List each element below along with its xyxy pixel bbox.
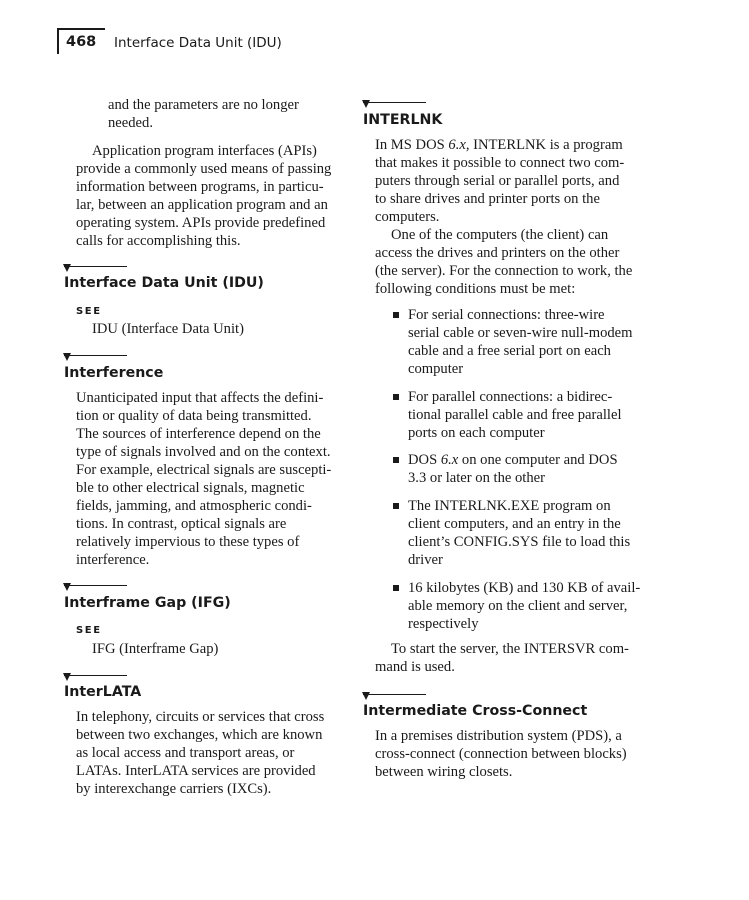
text-span: INTERLNK is a program (469, 137, 623, 153)
text-line: To start the server, the INTERSVR com- (391, 641, 629, 657)
entry-heading: InterLATA (64, 684, 142, 700)
see-label: SEE (76, 625, 102, 636)
triangle-marker-icon (362, 100, 370, 108)
text-line: computers. (375, 209, 440, 225)
triangle-marker-icon (63, 673, 71, 681)
triangle-marker-icon (362, 692, 370, 700)
bullet-line: computer (408, 361, 464, 377)
bullet-square-icon (393, 585, 399, 591)
bullet-square-icon (393, 457, 399, 463)
text-line: information between programs, in particu- (76, 179, 324, 195)
bullet-line: client’s CONFIG.SYS file to load this (408, 534, 631, 550)
text-line: ble to other electrical signals, magnetic (76, 480, 305, 496)
bullet-line: respectively (408, 616, 479, 632)
triangle-marker-icon (63, 264, 71, 272)
triangle-marker-icon (63, 583, 71, 591)
version-text: 6.x, (448, 137, 470, 153)
bullet-square-icon (393, 503, 399, 509)
text-line: (the server). For the connection to work, the (375, 263, 633, 279)
bullet-line: For serial connections: three-wire (408, 307, 605, 323)
text-line: following conditions must be met: (375, 281, 576, 297)
text-line: One of the computers (the client) can (391, 227, 609, 243)
text-line: lar, between an application program and an (76, 197, 328, 213)
text-line: LATAs. InterLATA services are provided (76, 763, 316, 779)
bullet-line: serial cable or seven-wire null-modem (408, 325, 633, 341)
text-line: type of signals involved and on the context. (76, 444, 331, 460)
bullet-square-icon (393, 394, 399, 400)
text-line: puters through serial or parallel ports, and (375, 173, 620, 189)
bullet-line: ports on each computer (408, 425, 545, 441)
text-line: interference. (76, 552, 150, 568)
bullet-line: able memory on the client and server, (408, 598, 628, 614)
text-line: needed. (108, 115, 153, 131)
text-line: that makes it possible to connect two com- (375, 155, 625, 171)
text-line: In telephony, circuits or services that cross (76, 709, 325, 725)
text-line: to share drives and printer ports on the (375, 191, 600, 207)
text-line: operating system. APIs provide predefined (76, 215, 326, 231)
text-span: on one computer and DOS (458, 452, 618, 468)
text-line: relatively impervious to these types of (76, 534, 300, 550)
text-line: cross-connect (connection between blocks) (375, 746, 627, 762)
text-line: In a premises distribution system (PDS), a (375, 728, 622, 744)
text-line: The sources of interference depend on the (76, 426, 321, 442)
text-line: fields, jamming, and atmospheric condi- (76, 498, 312, 514)
entry-heading: Interframe Gap (IFG) (64, 595, 231, 611)
text-span: DOS (408, 452, 441, 468)
text-line: calls for accomplishing this. (76, 233, 241, 249)
triangle-marker-icon (63, 353, 71, 361)
text-line: provide a commonly used means of passing (76, 161, 332, 177)
bullet-line: driver (408, 552, 443, 568)
version-text: 6.x (440, 452, 459, 468)
text-line: access the drives and printers on the other (375, 245, 620, 261)
text-line: as local access and transport areas, or (76, 745, 295, 761)
text-line: between two exchanges, which are known (76, 727, 323, 743)
text-line: Unanticipated input that affects the defini- (76, 390, 324, 406)
bullet-line: client computers, and an entry in the (408, 516, 621, 532)
entry-heading: Interference (64, 365, 164, 381)
text-line: tion or quality of data being transmitted. (76, 408, 312, 424)
text-line: mand is used. (375, 659, 455, 675)
bullet-line: The INTERLNK.EXE program on (408, 498, 611, 514)
header-title: Interface Data Unit (IDU) (114, 35, 282, 51)
bullet-square-icon (393, 312, 399, 318)
bullet-line (408, 451, 618, 469)
text-line (375, 136, 623, 154)
bullet-line: 16 kilobytes (KB) and 130 KB of avail- (408, 580, 641, 596)
header-rule-vertical (57, 28, 59, 54)
page-number: 468 (66, 34, 97, 50)
text-line: tions. In contrast, optical signals are (76, 516, 287, 532)
text-line: by interexchange carriers (IXCs). (76, 781, 272, 797)
entry-heading: INTERLNK (363, 112, 443, 128)
text-line: and the parameters are no longer (108, 97, 299, 113)
entry-heading: Interface Data Unit (IDU) (64, 275, 264, 291)
text-line: between wiring closets. (375, 764, 513, 780)
entry-heading: Intermediate Cross-Connect (363, 703, 588, 719)
text-line: For example, electrical signals are suscepti- (76, 462, 332, 478)
text-line: Application program interfaces (APIs) (92, 143, 317, 159)
bullet-line: 3.3 or later on the other (408, 470, 545, 486)
see-reference: IDU (Interface Data Unit) (92, 321, 244, 337)
header-rule-horizontal (57, 28, 105, 30)
bullet-line: cable and a free serial port on each (408, 343, 611, 359)
see-label: SEE (76, 306, 102, 317)
see-reference: IFG (Interframe Gap) (92, 641, 219, 657)
bullet-line: For parallel connections: a bidirec- (408, 389, 613, 405)
text-span: In MS DOS (375, 137, 449, 153)
bullet-line: tional parallel cable and free parallel (408, 407, 622, 423)
